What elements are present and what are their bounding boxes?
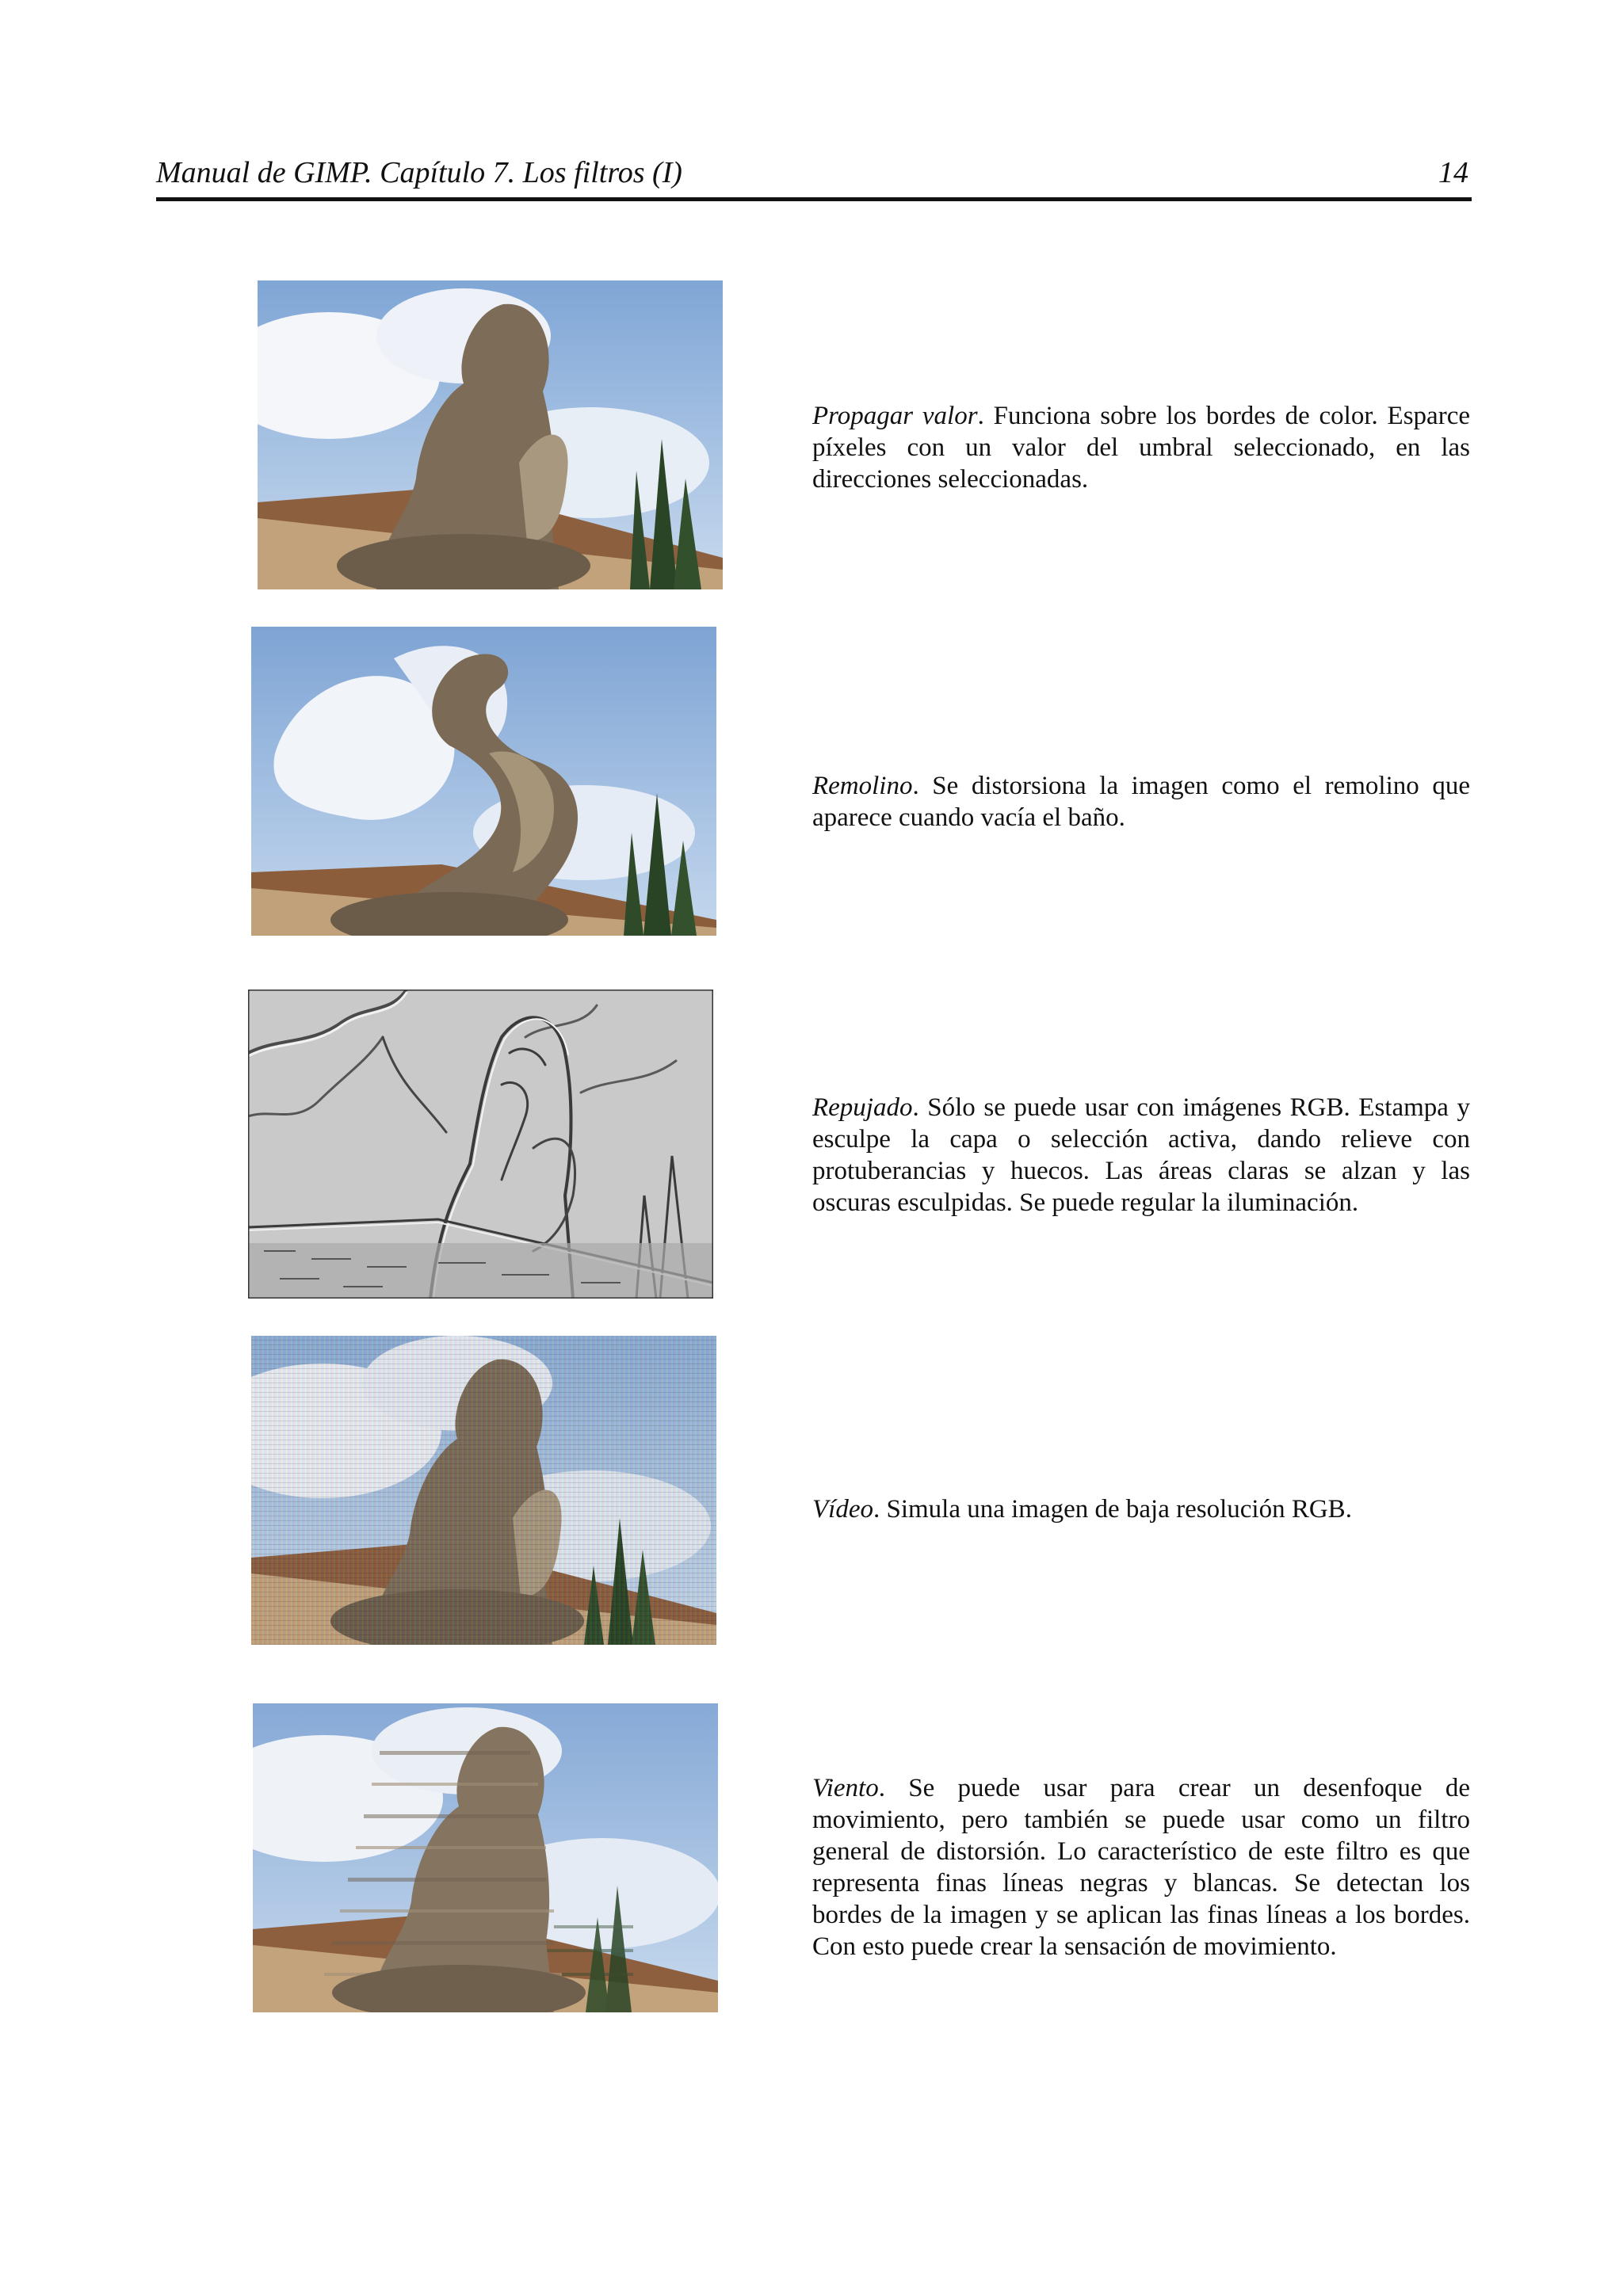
viento-image [253,1703,718,2012]
remolino-text [812,770,1470,833]
header-title: Manual de GIMP. Capítulo 7. Los filtros (I) [156,156,682,189]
entry-term: Viento [812,1774,879,1802]
page-number: 14 [1438,156,1468,189]
entry-description: . Funciona sobre los bordes de color. Esparce píxeles con un valor del umbral seleccionado, en las direcciones seleccionadas. [812,402,1470,494]
viento-text [812,1772,1470,1962]
video-image [251,1336,716,1645]
propagar-valor-text [812,400,1470,495]
entry-description: . Sólo se puede usar con imágenes RGB. Estampa y esculpe la capa o selección activa, dando relieve con protuberancias y huecos. Las áreas claras se alzan y las oscuras esculpidas. Se puede regular la iluminación. [812,1093,1470,1217]
entry-term: Repujado [812,1093,913,1122]
entry-description: . Se puede usar para crear un desenfoque de movimiento, pero también se puede usar como un filtro general de distorsión. Lo característico de este filtro es que representa finas líneas negras y blancas. Se detectan los bordes de la imagen y se aplican las finas líneas a los bordes. Con esto puede crear la sensación de movimiento. [812,1774,1470,1961]
entry-term: Vídeo [812,1495,873,1524]
entry-description: . Simula una imagen de baja resolución RGB. [873,1495,1352,1524]
repujado-image [248,990,713,1299]
entry-term: Propagar valor [812,402,978,430]
repujado-text [812,1092,1470,1219]
page-header [156,153,1472,201]
remolino-image [251,627,716,936]
video-text [812,1493,1470,1525]
entry-term: Remolino [812,772,913,800]
propagar-valor-image [258,280,723,589]
entry-description: . Se distorsiona la imagen como el remolino que aparece cuando vacía el baño. [812,772,1470,832]
